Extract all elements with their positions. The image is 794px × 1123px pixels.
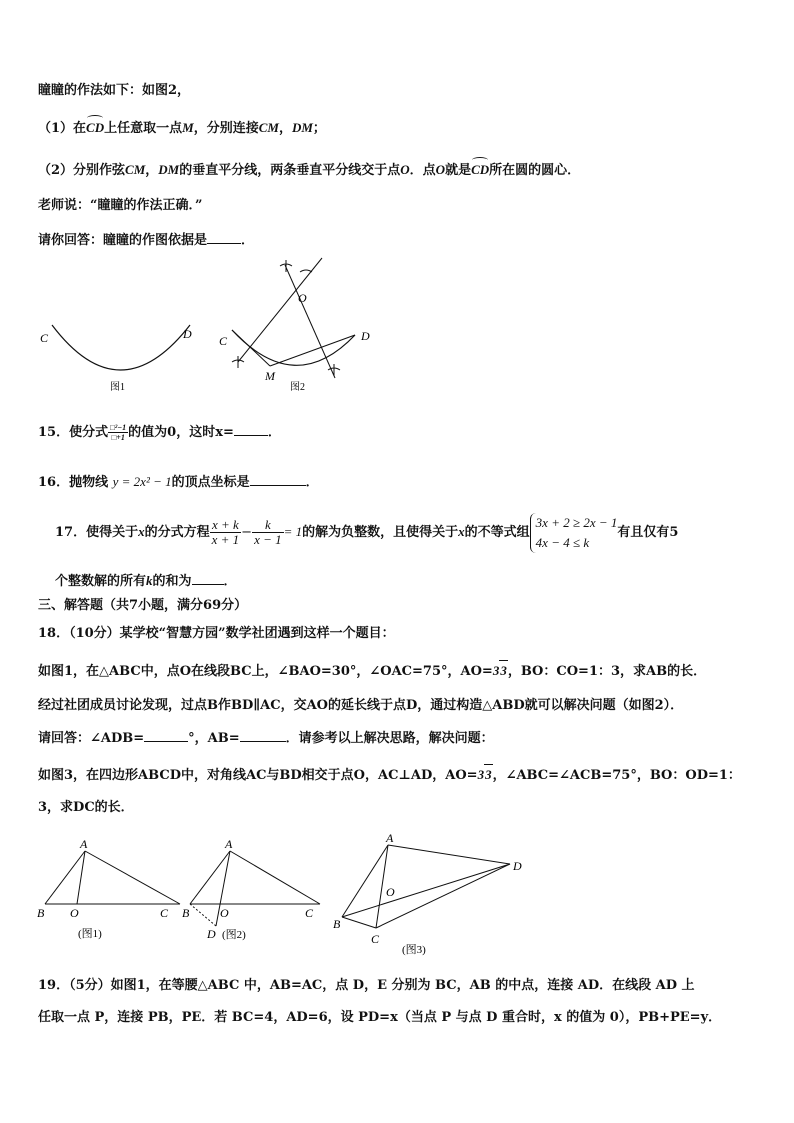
f3-label-d: D [513, 859, 522, 873]
fig1-arc [52, 325, 190, 370]
fig2-tick-3 [232, 356, 244, 368]
f3-label-o: O [386, 885, 395, 899]
fig1-label-d: D [183, 327, 192, 341]
f1-segment-ao [77, 851, 85, 904]
f1-label-c: C [160, 906, 169, 920]
f2-label-d: D [207, 927, 216, 941]
fig2-caption: 图2 [290, 382, 305, 393]
arc-cd-symbol: CD [471, 160, 489, 180]
fig2-tick-1 [280, 260, 292, 272]
question-18-line-1: 如图1，在△ABC中，点O在线段BC上，∠BAO=30°，∠OAC=75°，AO=33，BO：CO=1：3，求AB的长． [38, 660, 706, 682]
f1-caption: (图1) [78, 928, 102, 940]
fig1-label-c: C [40, 331, 49, 345]
fig2-bisector-1 [238, 258, 322, 362]
q17-fraction-1: $\frac{x + k}{x + 1}$ [211, 517, 240, 547]
q15-fraction: $\frac{\text{□²−1}}{□+1}$ [110, 423, 127, 442]
question-17-line-2: 个整数解的所有k的和为 ． [55, 570, 237, 592]
fig2-label-c: C [219, 334, 228, 348]
q18-figures [30, 830, 550, 960]
f3-side-cd [376, 864, 510, 928]
q17-answer-blank[interactable] [192, 570, 224, 585]
teacher-line: 老师说：“瞳瞳的作法正确．” [38, 198, 203, 213]
f3-side-ad [388, 845, 510, 864]
fig2-chord-dm [270, 335, 355, 366]
question-17: 17．使得关于x的分式方程 $\frac{x + k}{x + 1}$ − $\frac{k}{x - 1}$ = 1的解为负整数，且使得关于x的不等式组 3x + 2 ≥ 2x − 1 4x − 4 ≤ k 有且仅有5 [55, 512, 678, 553]
q15-answer-blank[interactable] [234, 421, 268, 436]
question-16: 16．抛物线 y = 2x² − 1的顶点坐标是 ． [38, 471, 319, 493]
answer-blank[interactable] [207, 229, 241, 244]
intro-step-1: （1）在CD上任意取一点M，分别连接CM，DM； [38, 120, 326, 136]
f2-label-a: A [225, 837, 233, 851]
fig2-label-d: D [361, 329, 370, 343]
section-3-heading: 三、解答题（共7小题，满分69分） [38, 598, 248, 613]
question-18-line-2: 经过社团成员讨论发现，过点B作BD∥AC，交AO的延长线于点D，通过构造△ABD就可以解决问题（如图2）． [38, 698, 684, 713]
question-18-title: 18．（10分）某学校“智慧方园”数学社团遇到这样一个题目： [38, 626, 395, 641]
question-18-line-4: 如图3，在四边形ABCD中，对角线AC与BD相交于点O，AC⊥AD，AO=33，∠ABC=∠ACB=75°，BO：OD=1： [38, 764, 741, 786]
q18-angle-blank[interactable] [144, 727, 188, 742]
f3-diagonal-bd [342, 864, 510, 917]
f1-side-ab [45, 851, 85, 904]
fig2-label-m: M [265, 369, 275, 383]
f3-label-a: A [386, 831, 394, 845]
question-line: 请你回答：瞳瞳的作图依据是 ． [38, 229, 254, 251]
question-15: 15．使分式 $\frac{\text{□²−1}}{□+1}$ 的值为0，这时x= ． [38, 423, 281, 442]
question-19-line-1: 19．（5分）如图1，在等腰△ABC 中，AB=AC，点 D，E 分别为 BC，AB 的中点，连接 AD．在线段 AD 上 [38, 978, 695, 993]
fig2-label-o: O [298, 291, 307, 305]
f1-label-b: B [37, 906, 45, 920]
q16-answer-blank[interactable] [250, 471, 306, 486]
f2-side-ab [190, 851, 230, 904]
f3-caption: (图3) [402, 944, 426, 956]
fig1-caption: 图1 [110, 382, 125, 393]
f2-caption: (图2) [222, 929, 246, 941]
f2-label-c: C [305, 906, 314, 920]
f1-side-ac [85, 851, 180, 904]
q18-ab-blank[interactable] [240, 727, 286, 742]
f3-side-ab [342, 845, 388, 917]
q17-fraction-2: $\frac{k}{x - 1}$ [254, 517, 282, 547]
f1-label-a: A [80, 837, 88, 851]
f1-label-o: O [70, 906, 79, 920]
f3-side-bc [342, 917, 376, 928]
construction-figures [30, 250, 410, 398]
intro-step-2: （2）分别作弦CM，DM的垂直平分线，两条垂直平分线交于点O．点O就是CD所在圆的圆心． [38, 162, 581, 178]
question-18-line-5: 3，求DC的长． [38, 800, 134, 815]
f2-segment-bd [190, 904, 216, 926]
f2-label-o: O [220, 906, 229, 920]
f3-label-c: C [371, 932, 380, 946]
question-18-line-3: 请回答：∠ADB= °，AB= ．请参考以上解决思路，解决问题： [38, 727, 494, 749]
question-19-line-2: 任取一点 P，连接 PB，PE．若 BC=4，AD=6，设 PD=x（当点 P 与点 D 重合时，x 的值为 0），PB+PE=y． [38, 1010, 722, 1025]
fig2-tick-2 [300, 270, 312, 272]
fig2-bisector-2 [285, 265, 335, 378]
f2-label-b: B [182, 906, 190, 920]
f2-side-ac [230, 851, 320, 904]
f3-label-b: B [333, 917, 341, 931]
intro-line-1: 瞳瞳的作法如下：如图2， [38, 83, 191, 98]
q17-inequality-system: 3x + 2 ≥ 2x − 1 4x − 4 ≤ k [530, 513, 618, 553]
arc-cd-symbol: CD [86, 118, 104, 138]
